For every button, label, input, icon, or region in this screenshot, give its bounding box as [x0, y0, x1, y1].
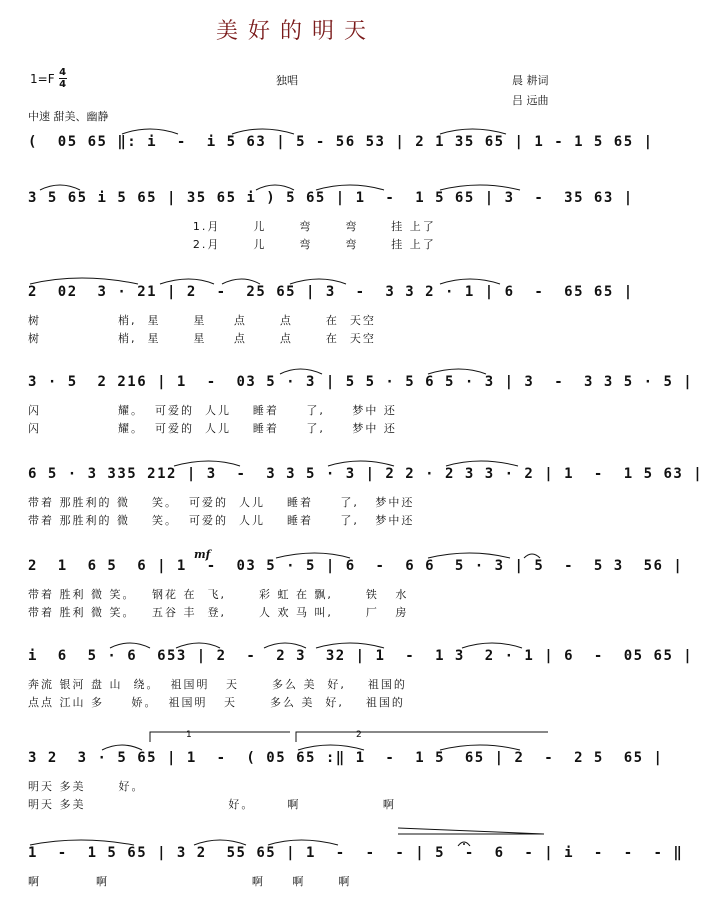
notation-line: i 6 5 · 6 653 | 2 - 2 3 32 | 1 - 1 3 2 · 1 | 6 - 05 65 |: [28, 648, 694, 664]
time-bottom: 4: [59, 79, 67, 90]
notation-line: 3 5 65 i 5 65 | 35 65 i ) 5 65 | 1 - 1 5 65 | 3 - 35 63 |: [28, 190, 634, 206]
time-signature: [59, 68, 67, 89]
lyric-verse-1: 明天 多美 好。: [28, 780, 145, 793]
lyric-verse-1: 带着 胜利 微 笑。 钢花 在 飞, 彩 虹 在 飘, 铁 水: [28, 588, 409, 601]
key-signature: [30, 68, 67, 89]
dynamic-mark: mf: [194, 548, 211, 561]
lyric-verse-2: 带着 那胜利的 微 笑。 可爱的 人儿 睡着 了, 梦中还: [28, 514, 415, 527]
notation-line: 3 2 3 · 5 65 | 1 - ( 05 65 :‖ 1 - 1 5 65 | 2 - 2 5 65 |: [28, 750, 664, 766]
lyric-verse-1: 1.月 儿 弯 弯 挂 上了: [28, 220, 436, 233]
volta-2-number: 2: [356, 730, 362, 740]
volta-1-number: 1: [186, 730, 192, 740]
lyric-verse-1: 啊 啊 啊 啊 啊: [28, 875, 352, 888]
lyric-verse-1: 奔流 银河 盘 山 绕。 祖国明 天 多么 美 好, 祖国的: [28, 678, 407, 691]
lyric-verse-2: 带着 胜利 微 笑。 五谷 丰 登, 人 欢 马 叫, 厂 房: [28, 606, 409, 619]
lyric-verse-2: 2.月 儿 弯 弯 挂 上了: [28, 238, 436, 251]
lyric-verse-1: 树 梢, 星 星 点 点 在 天空: [28, 314, 376, 327]
song-title: 美好的明天: [215, 19, 376, 44]
tempo-marking: 中速 甜美、幽静: [28, 110, 109, 123]
notation-line: ( 05 65 ‖: i - i 5 63 | 5 - 56 53 | 2 1 35 65 | 1 - 1 5 65 |: [28, 134, 654, 150]
lyric-verse-2: 树 梢, 星 星 点 点 在 天空: [28, 332, 376, 345]
composer-credit: 吕 远曲: [512, 94, 549, 107]
notation-line: 2 1 6 5 6 | 1 - 03 5 · 5 | 6 - 6 6 5 · 3 | 5 - 5 3 56 |: [28, 558, 684, 574]
lyric-verse-2: 点点 江山 多 娇。 祖国明 天 多么 美 好, 祖国的: [28, 696, 405, 709]
lyric-verse-1: 闪 耀。 可爱的 人儿 睡着 了, 梦中 还: [28, 404, 397, 417]
lyricist-credit: 晨 耕词: [512, 74, 549, 87]
lyric-verse-2: 闪 耀。 可爱的 人儿 睡着 了, 梦中 还: [28, 422, 397, 435]
notation-line: 3 · 5 2 216 | 1 - 03 5 · 3 | 5 5 · 5 6 5 · 3 | 3 - 3 3 5 · 5 |: [28, 374, 694, 390]
notation-line: 6 5 · 3 335 212 | 3 - 3 3 5 · 3 | 2 2 · 2 3 3 · 2 | 1 - 1 5 63 |: [28, 466, 703, 482]
notation-line: 1 - 1 5 65 | 3 2 55 65 | 1 - - - | 5 - 6 - | i - - - ‖: [28, 845, 684, 861]
time-top: 4: [59, 67, 67, 78]
notation-line: 2 02 3 · 21 | 2 - 25 65 | 3 - 3 3 2 · 1 | 6 - 65 65 |: [28, 284, 634, 300]
lyric-verse-2: 明天 多美 好。 啊 啊: [28, 798, 396, 811]
key-label: 1=F: [30, 71, 55, 86]
voice-type: 独唱: [276, 74, 298, 87]
lyric-verse-1: 带着 那胜利的 微 笑。 可爱的 人儿 睡着 了, 梦中还: [28, 496, 415, 509]
